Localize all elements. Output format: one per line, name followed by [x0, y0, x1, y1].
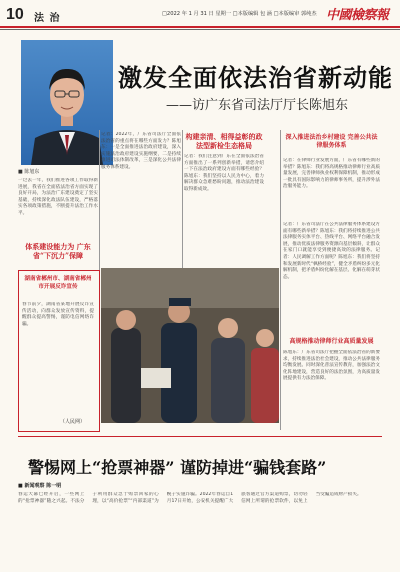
lead-body-col-5: 陈旭东：广东省司法厅把握全面依法治省的新要求，持续推进法治社会建设，推动公共法律服务均衡发展。同时深化普法宣传教育，加强法治文化阵地建设，营造良好的法治氛围，为高质量发展提供有力法治保障。 — [283, 350, 380, 382]
lead-subhead-3: 高规格推动律师行业高质量发展 — [289, 338, 374, 345]
lead-body-col-1: 一过去一年，我们推进各项工作取得新进展，我省在全面依法治省方面实现了良好开局，为法治广东建设奠定了坚实基础，持续深化政法队伍建设，严格落实各项政策措施，不断提升法治工作水平。 — [18, 178, 98, 216]
sidebar-title: 湖南省郴州市、湖南省郴州市开展反诈宣传 — [24, 276, 92, 290]
dateline: □2022 年 1 月 31 日 星期一 □本版编辑 包 涵 □本版编审 郭纯杰 — [162, 11, 317, 17]
bottom-rule — [18, 436, 382, 437]
column-divider — [280, 130, 281, 430]
newspaper-logo: 中國檢察報 — [326, 8, 389, 23]
lead-subhead-2: 体系建设能力为 广东省“下沉力”保障 — [18, 242, 98, 260]
lead-subheadline: ——访广东省司法厅厅长陈旭东 — [166, 98, 349, 113]
lead-subhead-1: 构建亲清、相得益彰的政法型新检生态格局 — [185, 132, 263, 150]
lead-headline: 激发全面依法治省新动能 — [118, 63, 393, 92]
section-title: 法 治 — [34, 13, 61, 24]
right-subhead: 深入推进法治乡村建设 完善公共法律服务体系 — [285, 134, 378, 149]
scene-illustration — [101, 268, 279, 423]
photo-caption: ■ 陈旭东 — [18, 169, 40, 175]
lead-body-col-2: 记者：2022年，广东省司法厅全面依法治省的重点将在哪些方面发力？陈旭东：一是全面推进法治政府建设，深入实施法治政府建设实施纲要，二是持续推进司法体制改革，三是深化公共法律服务体系建设。 — [101, 132, 181, 170]
right-body: 记者：广东省司法厅在公共法律服务体系建设方面有哪些新举措？陈旭东：我们将持续推进公共法律服务实体平台、热线平台、网络平台融合发展，推动优质法律服务资源向基层倾斜，让群众在家门口就能享受到便捷高效的法律服务。记者：人民调解工作方面呢？陈旭东：我们将坚持和发展新时代“枫桥经验”，健全矛盾纠纷多元化解机制，把矛盾纠纷化解在基层、化解在萌芽状态。 — [283, 222, 380, 280]
sidebar-byline: （人民网） — [60, 419, 86, 425]
header-rule — [0, 26, 400, 28]
bottom-headline: 警惕网上“抢票神器” 谨防掉进“骗钱套路” — [28, 458, 327, 477]
lead-body-col-3: 记者：我们注意到广东在全面依法治省方面推出了一系列创新举措，请您介绍一下在法治政府建设方面有哪些经验？陈旭东：我们坚持以人民为中心，着力解决群众急难愁盼问题，推动法治建设取得新成效。 — [184, 154, 264, 192]
column-divider — [182, 130, 183, 270]
lead-body-col-4: 记者：在律师行业发展方面，广东省有哪些新的举措？陈旭东：我们将高规格推动律师行业高质量发展，完善律师执业权利保障机制，推动形成一批具有国际影响力的律师事务所，提升涉外法治服务能力。 — [283, 158, 380, 190]
sidebar-body: 春节前夕，湖南省某地开展反诈宣传活动，向群众发放宣传资料，提醒群众提高警惕，谨防电信网络诈骗。 — [22, 302, 94, 327]
bottom-byline: ■ 新闻观察 陈一明 — [18, 483, 62, 489]
header-thin-rule — [0, 29, 400, 30]
page-number: 10 — [6, 6, 24, 23]
news-photo — [101, 268, 279, 423]
bottom-body: 春运大幕已经开启，一些网上的“抢票神器”随之兴起。不法分子利用群众急于购票回家的心理，以“高价抢票”“内部渠道”为幌子实施诈骗。2022年春运自1月17日开始，公安机关提醒广大旅客通过官方渠道购票，切勿轻信网上所谓的抢票软件，以免上当受骗造成财产损失。 — [18, 492, 362, 504]
